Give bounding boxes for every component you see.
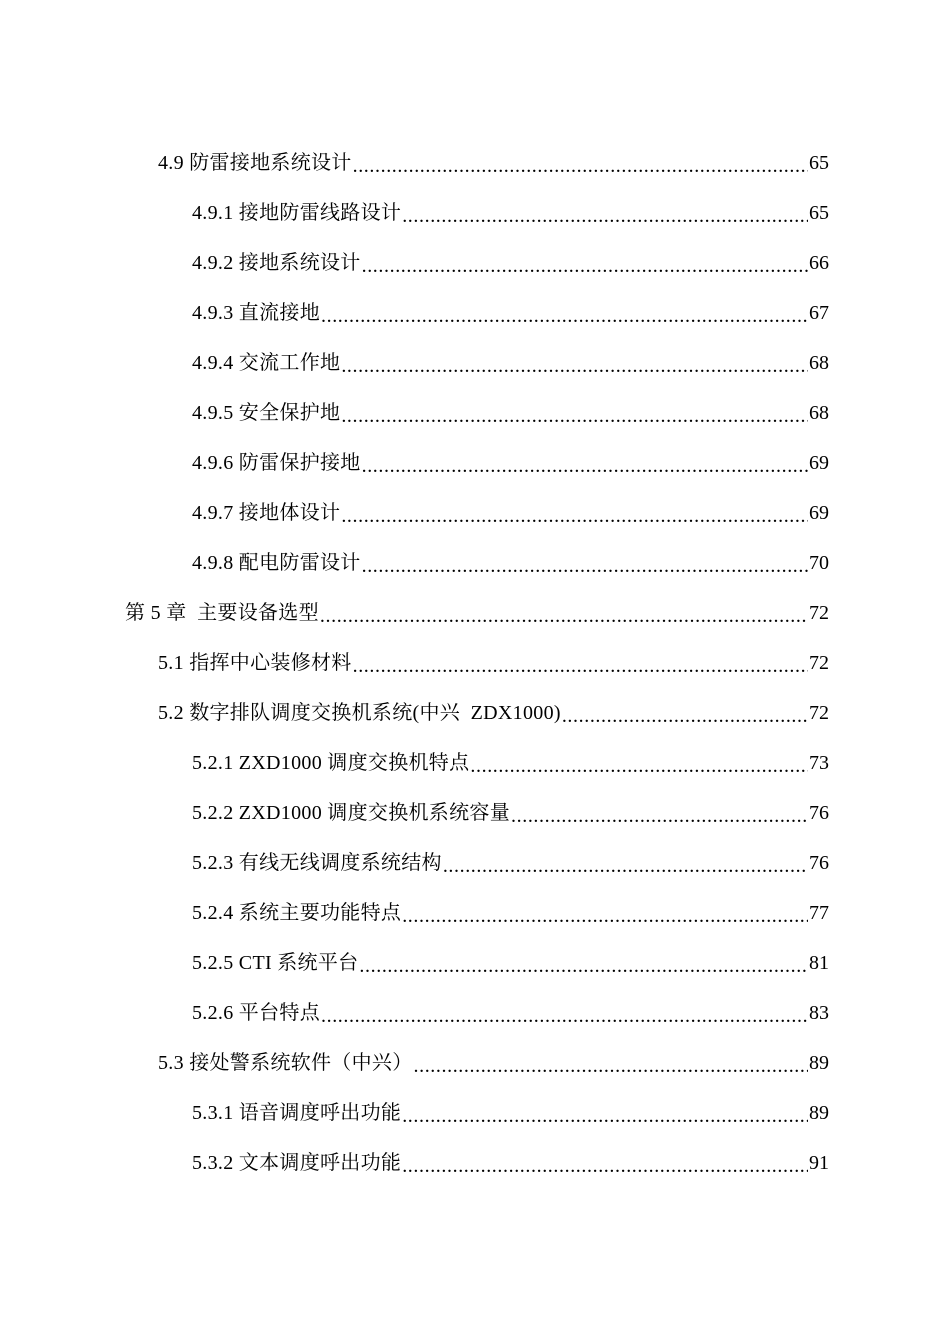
toc-dot-leader <box>414 1054 809 1078</box>
toc-entry-title: 5.2.1 ZXD1000 调度交换机特点 <box>192 752 470 774</box>
toc-dot-leader <box>362 454 808 478</box>
toc-entry[interactable] <box>192 788 829 838</box>
toc-dot-leader <box>359 954 808 978</box>
toc-entry-title: 4.9.3 直流接地 <box>192 302 320 324</box>
toc-entry[interactable] <box>192 738 829 788</box>
toc-entry-page: 76 <box>809 802 829 824</box>
toc-dot-leader <box>402 1154 808 1178</box>
toc-entry-page: 70 <box>809 552 829 574</box>
toc-entry-title: 4.9.4 交流工作地 <box>192 352 341 374</box>
toc-dot-leader <box>511 804 808 828</box>
toc-dot-leader <box>353 654 808 678</box>
toc-entry-title: 5.2.4 系统主要功能特点 <box>192 902 402 924</box>
toc-dot-leader <box>321 304 808 328</box>
toc-entry-title: 4.9.8 配电防雷设计 <box>192 552 361 574</box>
toc-dot-leader <box>443 854 808 878</box>
toc-entry-title: 4.9.1 接地防雷线路设计 <box>192 202 402 224</box>
toc-entry[interactable] <box>192 938 829 988</box>
toc-dot-leader <box>402 204 808 228</box>
toc-entry-page: 65 <box>809 152 829 174</box>
toc-entry-title: 第 5 章 主要设备选型 <box>125 602 319 624</box>
toc-entry-title: 4.9.7 接地体设计 <box>192 502 341 524</box>
toc-entry-page: 73 <box>809 752 829 774</box>
toc-dot-leader <box>562 704 808 728</box>
toc-entry-page: 66 <box>809 252 829 274</box>
toc-dot-leader <box>320 604 808 628</box>
toc-dot-leader <box>341 504 808 528</box>
toc-entry-title: 5.2 数字排队调度交换机系统(中兴 ZDX1000) <box>158 702 561 724</box>
toc-entry-chapter[interactable] <box>125 588 829 638</box>
toc-entry-title: 5.3.2 文本调度呼出功能 <box>192 1152 402 1174</box>
toc-entry-page: 91 <box>809 1152 829 1174</box>
toc-entry[interactable] <box>192 1138 829 1188</box>
toc-entry[interactable] <box>158 138 829 188</box>
toc-entry-title: 5.2.3 有线无线调度系统结构 <box>192 852 442 874</box>
toc-entry-page: 67 <box>809 302 829 324</box>
toc-dot-leader <box>341 404 808 428</box>
toc-entry[interactable] <box>192 338 829 388</box>
toc-entry[interactable] <box>158 688 829 738</box>
toc-entry-title: 5.3 接处警系统软件（中兴） <box>158 1052 413 1074</box>
toc-entry-title: 4.9.5 安全保护地 <box>192 402 341 424</box>
toc-entry-page: 89 <box>809 1102 829 1124</box>
toc-entry[interactable] <box>192 438 829 488</box>
toc-entry-page: 81 <box>809 952 829 974</box>
toc-entry[interactable] <box>158 1038 829 1088</box>
toc-entry-title: 5.2.2 ZXD1000 调度交换机系统容量 <box>192 802 511 824</box>
toc-dot-leader <box>341 354 808 378</box>
toc-entry[interactable] <box>192 288 829 338</box>
toc-entry-page: 68 <box>809 352 829 374</box>
toc-entry[interactable] <box>192 1088 829 1138</box>
toc-dot-leader <box>362 554 808 578</box>
toc-entry-page: 72 <box>809 602 829 624</box>
toc-entry-title: 5.1 指挥中心装修材料 <box>158 652 352 674</box>
toc-entry-page: 69 <box>809 502 829 524</box>
toc-entry[interactable] <box>192 188 829 238</box>
toc-entry[interactable] <box>192 488 829 538</box>
toc-dot-leader <box>353 154 808 178</box>
toc-entry[interactable] <box>192 838 829 888</box>
toc-entry-title: 4.9 防雷接地系统设计 <box>158 152 352 174</box>
toc-dot-leader <box>402 904 808 928</box>
toc-entry-page: 69 <box>809 452 829 474</box>
toc-entry-title: 5.2.6 平台特点 <box>192 1002 320 1024</box>
toc-entry-page: 76 <box>809 852 829 874</box>
toc-entry-page: 89 <box>809 1052 829 1074</box>
toc-entry-title: 4.9.2 接地系统设计 <box>192 252 361 274</box>
toc-entry[interactable] <box>192 888 829 938</box>
toc-entry-title: 5.2.5 CTI 系统平台 <box>192 952 359 974</box>
toc-entry-page: 72 <box>809 652 829 674</box>
toc-entry-page: 72 <box>809 702 829 724</box>
toc-entry-title: 5.3.1 语音调度呼出功能 <box>192 1102 402 1124</box>
toc-entry-page: 68 <box>809 402 829 424</box>
toc-dot-leader <box>470 754 808 778</box>
toc-entry-page: 77 <box>809 902 829 924</box>
toc-entry-page: 83 <box>809 1002 829 1024</box>
toc-dot-leader <box>402 1104 808 1128</box>
toc-entry[interactable] <box>192 238 829 288</box>
toc-entry[interactable] <box>192 538 829 588</box>
toc-entry[interactable] <box>192 388 829 438</box>
toc-entry-page: 65 <box>809 202 829 224</box>
toc-dot-leader <box>321 1004 808 1028</box>
toc-entry-title: 4.9.6 防雷保护接地 <box>192 452 361 474</box>
toc-entry[interactable] <box>158 638 829 688</box>
toc-entry[interactable] <box>192 988 829 1038</box>
toc-dot-leader <box>362 254 808 278</box>
